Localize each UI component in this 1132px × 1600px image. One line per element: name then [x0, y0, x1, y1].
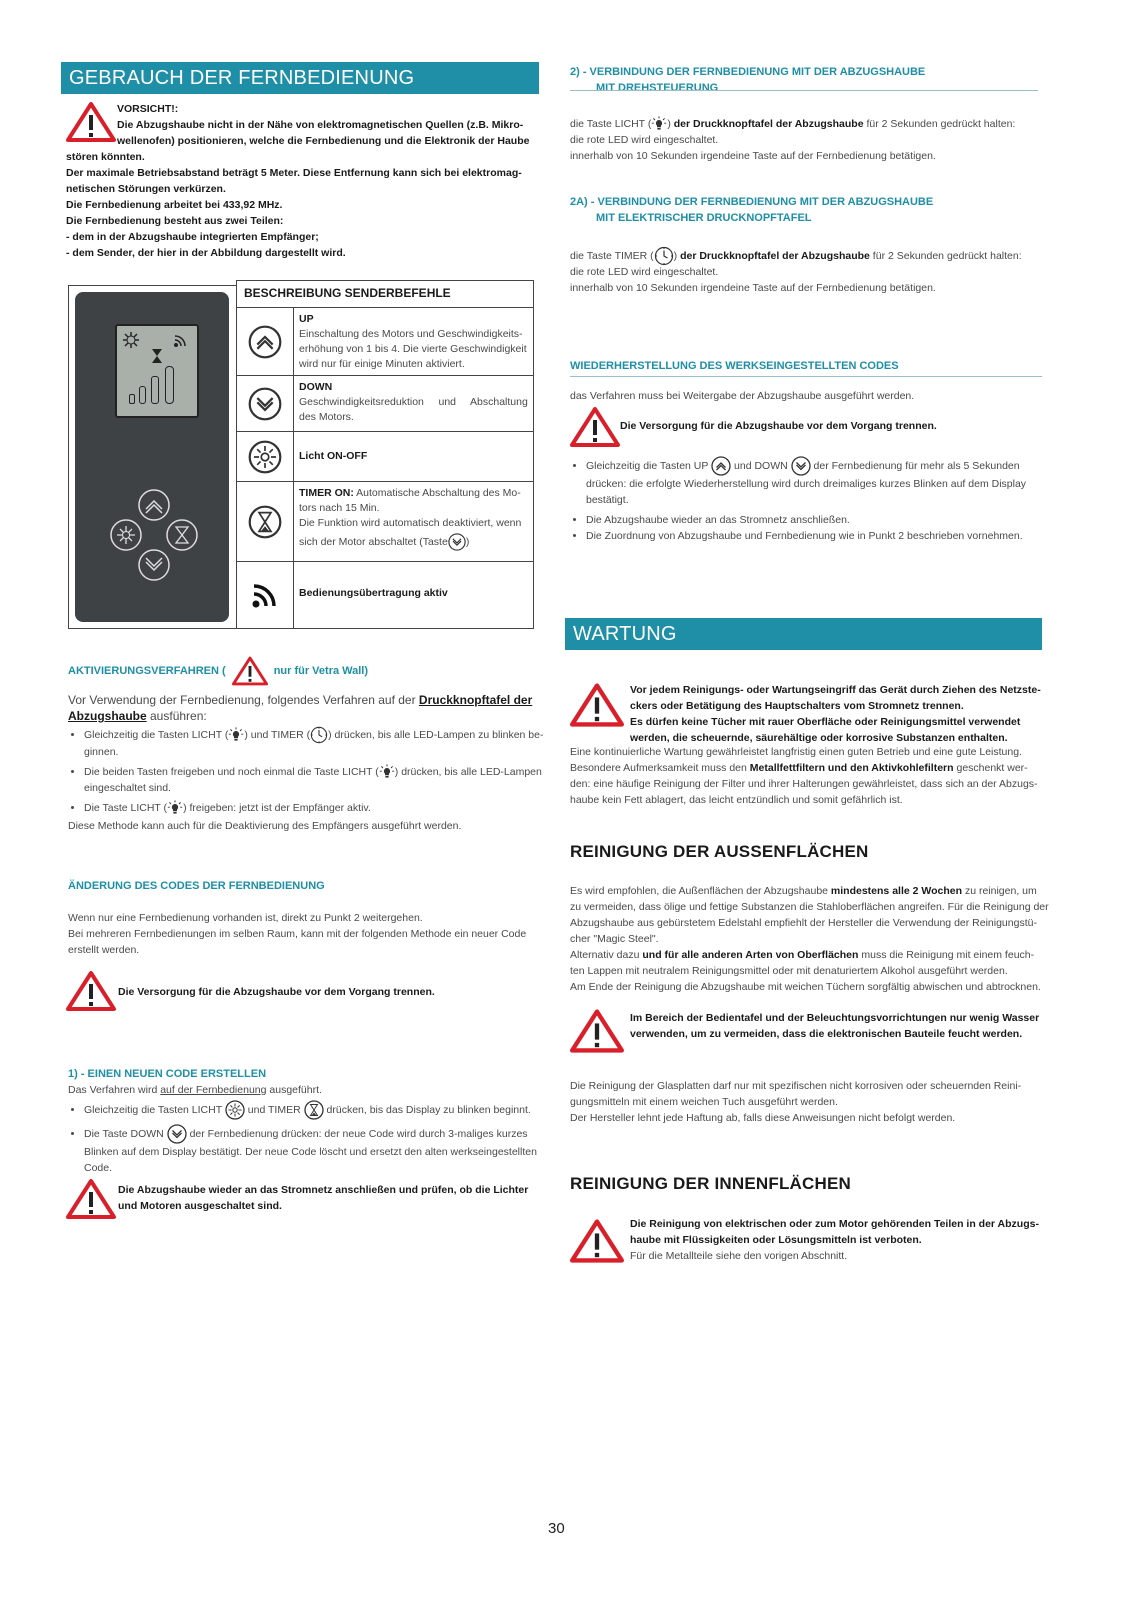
remote-light-button[interactable] [109, 518, 143, 552]
warning-icon [66, 970, 116, 1012]
activation-heading: nur für Vetra Wall) [273, 665, 369, 677]
outer-text: Der Hersteller lehnt jede Haftung ab, falls diese Anweisungen nicht befolgt werden. [570, 1112, 956, 1124]
speed-bar-4 [165, 366, 174, 404]
warning-icon [570, 406, 620, 448]
speed-bar-2 [139, 386, 146, 404]
warning-icon [570, 682, 624, 728]
outer-text: Es wird empfohlen, die Außenflächen der Abzugshaube mindestens alle 2 Wochen zu reinigen, um [570, 885, 1037, 897]
outer-text: gungsmitteln mit einem weichen Tuch ausgeführt werden. [570, 1096, 838, 1108]
up-title: UP [299, 313, 314, 325]
up-desc: erhöhung von 1 bis 4. Die vierte Geschwindigkeit [299, 343, 527, 355]
activation-heading: AKTIVIERUNGSVERFAHREN ( [68, 665, 226, 677]
activation-section [68, 656, 546, 686]
up-button-icon [711, 456, 731, 476]
list-item: • Die Taste DOWN der Fernbedienung drücken: der neue Code wird durch 3-maliges kurzes Blinken auf dem Display bestätigt. Der neue Code löscht und ersetzt den alten werkseingestellten Code. [84, 1124, 554, 1176]
maintenance-text: Besondere Aufmerksamkeit muss den Metallfettfiltern und den Aktivkohlefiltern geschenkt wer- [570, 762, 1028, 774]
timer-title: TIMER ON: [299, 487, 354, 499]
warning-icon [66, 101, 116, 143]
timer-desc: Die Funktion wird automatisch deaktiviert, wenn [299, 517, 522, 529]
outer-text: ten Lappen mit neutralem Reinigungsmittel oder mit denaturiertem Alkohol ausgeführt werden. [570, 965, 1008, 977]
s2a-heading: MIT ELEKTRISCHER DRUCKNOPFTAFEL [596, 212, 812, 224]
activation-intro: Vor Verwendung der Fernbedienung, folgendes Verfahren auf der Druckknopftafel der Abzugshaube ausführen: [68, 693, 533, 723]
reset-text: das Verfahren muss bei Weitergabe der Abzugshaube ausgeführt werden. [570, 390, 915, 402]
outer-text: zu vermeiden, dass ölige und fettige Substanzen die Stahloberflächen angreifen. Für die Reinigung der [570, 901, 1049, 913]
list-item: • Gleichzeitig die Tasten UP und DOWN der Fernbedienung für mehr als 5 Sekunden drücken: die erfolgte Wiederherstellung wird durch dreimaliges kurzes Blinken auf dem Display bestätigt. [586, 456, 1058, 508]
new-code-heading: 1) - EINEN NEUEN CODE ERSTELLEN [68, 1068, 267, 1080]
signal-icon [237, 562, 294, 628]
caution-title: VORSICHT!: [117, 103, 179, 115]
timer-desc: sich der Motor abschaltet (Taste [299, 535, 448, 548]
s2-text: innerhalb von 10 Sekunden irgendeine Taste auf der Fernbedienung betätigen. [570, 150, 936, 162]
s2-text: die Taste LICHT ( ) der Druckknopftafel der Abzugshaube für 2 Sekunden gedrückt halten: [570, 116, 1015, 132]
outer-warning: Im Bereich der Bedientafel und der Beleuchtungsvorrichtungen nur wenig Wasser [630, 1012, 1040, 1024]
section-banner-fernbedienung: GEBRAUCH DER FERNBEDIENUNG [61, 62, 539, 94]
inner-warning: haube mit Flüssigkeiten oder Lösungsmitteln ist verboten. [630, 1234, 922, 1246]
outer-text: Abzugshaube aus gebürstetem Edelstahl empfiehlt der Hersteller die Verwendung der Reinigungstü- [570, 917, 1037, 929]
reset-warning: Die Versorgung für die Abzugshaube vor dem Vorgang trennen. [620, 420, 937, 432]
page-number: 30 [548, 1520, 565, 1537]
caution-line: - dem in der Abzugshaube integrierten Empfänger; [66, 231, 319, 243]
bulb-icon [651, 116, 667, 132]
activation-outro: Diese Methode kann auch für die Deaktivierung des Empfängers ausgeführt werden. [68, 820, 462, 832]
divider [570, 90, 1038, 91]
table-row-down [237, 375, 533, 432]
divider [570, 376, 1042, 377]
outer-text: Die Reinigung der Glasplatten darf nur mit spezifischen nicht korrosiven oder scheuernden Reini- [570, 1080, 1022, 1092]
warning-icon [570, 1008, 624, 1054]
s2a-heading: 2A) - VERBINDUNG DER FERNBEDIENUNG MIT DER ABZUGSHAUBE [570, 196, 934, 208]
maintenance-warning: werden, die scheuernde, säurehältige oder korrosive Substanzen enthalten. [630, 732, 1008, 744]
caution-line: stören könnten. [66, 151, 145, 163]
reset-heading: WIEDERHERSTELLUNG DES WERKSEINGESTELLTEN CODES [570, 360, 899, 372]
clock-icon [654, 246, 674, 266]
bulb-icon [167, 800, 183, 816]
s2-heading: MIT DREHSTEUERUNG [596, 82, 719, 94]
new-code-text: Das Verfahren wird auf der Fernbedienung ausgeführt. [68, 1084, 322, 1096]
outer-cleaning-heading: REINIGUNG DER AUSSENFLÄCHEN [570, 842, 869, 861]
code-change-text: Bei mehreren Fernbedienungen im selben Raum, kann mit der folgenden Methode ein neuer Code [68, 928, 527, 940]
remote-up-button[interactable] [137, 488, 171, 522]
down-desc: Geschwindigkeitsreduktion und Abschaltung [299, 396, 528, 408]
down-button-icon [167, 1124, 187, 1144]
inner-warning: Die Reinigung von elektrischen oder zum Motor gehörenden Teilen in der Abzugs- [630, 1218, 1039, 1230]
bulb-icon [228, 727, 244, 743]
down-desc: des Motors. [299, 411, 354, 423]
code-change-text: erstellt werden. [68, 944, 140, 956]
caution-line: Die Abzugshaube nicht in der Nähe von elektromagnetischen Quellen (z.B. Mikro- [117, 119, 524, 131]
speed-bar-3 [151, 376, 159, 404]
new-code-warning: Die Abzugshaube wieder an das Stromnetz anschließen und prüfen, ob die Lichter [118, 1184, 529, 1196]
code-change-heading: ÄNDERUNG DES CODES DER FERNBEDIENUNG [68, 880, 325, 892]
list-item: • Gleichzeitig die Tasten LICHT ( ) und TIMER ( ) drücken, bis alle LED-Lampen zu blinken be- ginnen. [84, 726, 554, 760]
outer-text: cher "Magic Steel". [570, 933, 659, 945]
outer-text: Am Ende der Reinigung die Abzugshaube mit weichen Tüchern sorgfältig abwischen und abtrocknen. [570, 981, 1041, 993]
new-code-list [68, 1100, 554, 1180]
warning-icon [232, 656, 268, 686]
timer-desc: tors nach 15 Min. [299, 502, 380, 514]
warning-icon [66, 1178, 116, 1220]
signal-label: Bedienungsübertragung aktiv [299, 587, 448, 599]
timer-desc: Automatische Abschaltung des Mo- [353, 487, 521, 499]
remote-display [115, 324, 199, 418]
new-code-warning: und Motoren ausgeschaltet sind. [118, 1200, 282, 1212]
timer-button-icon [304, 1100, 324, 1120]
inner-text: Für die Metallteile siehe den vorigen Abschnitt. [630, 1250, 848, 1262]
list-item: • Die Abzugshaube wieder an das Stromnetz anschließen. [586, 512, 1058, 528]
light-button-icon [225, 1100, 245, 1120]
command-table [236, 280, 534, 629]
table-row-timer [237, 481, 533, 562]
activation-list [68, 726, 554, 820]
outer-warning: verwenden, um zu vermeiden, dass die elektronischen Bauteile feucht werden. [630, 1028, 1023, 1040]
maintenance-text: haube kein Fett ablagert, das leicht entzündlich und somit gefährlich ist. [570, 794, 903, 806]
s2a-text: die Taste TIMER ( ) der Druckknopftafel der Abzugshaube für 2 Sekunden gedrückt halten: [570, 246, 1022, 266]
timer-button-icon [237, 482, 294, 562]
caution-line: Die Fernbedienung besteht aus zwei Teilen: [66, 215, 284, 227]
caution-line: wellenofen) positionieren, welche die Fernbedienung und die Elektronik der Haube [117, 135, 530, 147]
light-button-icon [237, 432, 294, 482]
bulb-icon [379, 764, 395, 780]
table-row-up [237, 307, 533, 376]
s2a-text: innerhalb von 10 Sekunden irgendeine Taste auf der Fernbedienung betätigen. [570, 282, 936, 294]
maintenance-warning: ckers oder Betätigung des Hauptschalters vom Stromnetz trennen. [630, 700, 964, 712]
list-item: • Die beiden Tasten freigeben und noch einmal die Taste LICHT ( ) drücken, bis alle LED-Lampen eingeschaltet sind. [84, 764, 554, 796]
remote-down-button[interactable] [137, 548, 171, 582]
up-button-icon [237, 308, 294, 376]
down-button-icon [237, 376, 294, 432]
outer-text: Alternativ dazu und für alle anderen Arten von Oberflächen muss die Reinigung mit einem feuch- [570, 949, 1035, 961]
inner-cleaning-heading: REINIGUNG DER INNENFLÄCHEN [570, 1174, 851, 1193]
section-banner-wartung: WARTUNG [565, 618, 1042, 650]
list-item: • Die Zuordnung von Abzugshaube und Fernbedienung wie in Punkt 2 beschrieben vornehmen. [586, 528, 1058, 544]
table-row-signal [237, 561, 533, 628]
list-item: • Gleichzeitig die Tasten LICHT und TIMER drücken, bis das Display zu blinken beginnt. [84, 1100, 554, 1120]
caution-line: netischen Störungen verkürzen. [66, 183, 226, 195]
caution-line: Die Fernbedienung arbeitet bei 433,92 MHz. [66, 199, 283, 211]
table-header: BESCHREIBUNG SENDERBEFEHLE [244, 286, 451, 300]
down-button-icon [448, 533, 466, 551]
down-button-icon [791, 456, 811, 476]
caution-line: - dem Sender, der hier in der Abbildung dargestellt wird. [66, 247, 346, 259]
up-desc: wird nur für einige Minuten aktiviert. [299, 358, 465, 370]
s2-text: die rote LED wird eingeschaltet. [570, 134, 719, 146]
code-change-warning: Die Versorgung für die Abzugshaube vor dem Vorgang trennen. [118, 986, 435, 998]
maintenance-warning: Vor jedem Reinigungs- oder Wartungseingriff das Gerät durch Ziehen des Netzste- [630, 684, 1041, 696]
clock-icon [310, 726, 328, 744]
timer-desc: ) [465, 535, 470, 548]
timer-indicator-icon [151, 348, 163, 364]
reset-list [570, 456, 1058, 548]
remote-body [75, 292, 229, 622]
maintenance-text: Eine kontinuierliche Wartung gewährleistet langfristig einen guten Betrieb und eine gute Leistung. [570, 746, 1022, 758]
remote-illustration-frame [68, 285, 237, 629]
remote-timer-button[interactable] [165, 518, 199, 552]
speed-bar-1 [129, 394, 135, 404]
up-desc: Einschaltung des Motors und Geschwindigkeits- [299, 328, 523, 340]
code-change-text: Wenn nur eine Fernbedienung vorhanden ist, direkt zu Punkt 2 weitergehen. [68, 912, 423, 924]
signal-indicator-icon [173, 334, 189, 348]
list-item: • Die Taste LICHT ( ) freigeben: jetzt ist der Empfänger aktiv. [84, 800, 554, 816]
table-row-light [237, 431, 533, 482]
light-indicator-icon [121, 330, 141, 350]
light-label: Licht ON-OFF [299, 450, 368, 462]
down-title: DOWN [299, 381, 333, 393]
maintenance-warning: Es dürfen keine Tücher mit rauer Oberfläche oder Reinigungsmittel verwendet [630, 716, 1021, 728]
caution-line: Der maximale Betriebsabstand beträgt 5 Meter. Diese Entfernung kann sich bei elektromag- [66, 167, 522, 179]
s2-heading: 2) - VERBINDUNG DER FERNBEDIENUNG MIT DER ABZUGSHAUBE [570, 66, 926, 78]
s2a-text: die rote LED wird eingeschaltet. [570, 266, 719, 278]
warning-icon [570, 1218, 624, 1264]
maintenance-text: den: eine häufige Reinigung der Filter und ihrer Halterungen gewährleistet, dass sich an der Abzugs- [570, 778, 1038, 790]
